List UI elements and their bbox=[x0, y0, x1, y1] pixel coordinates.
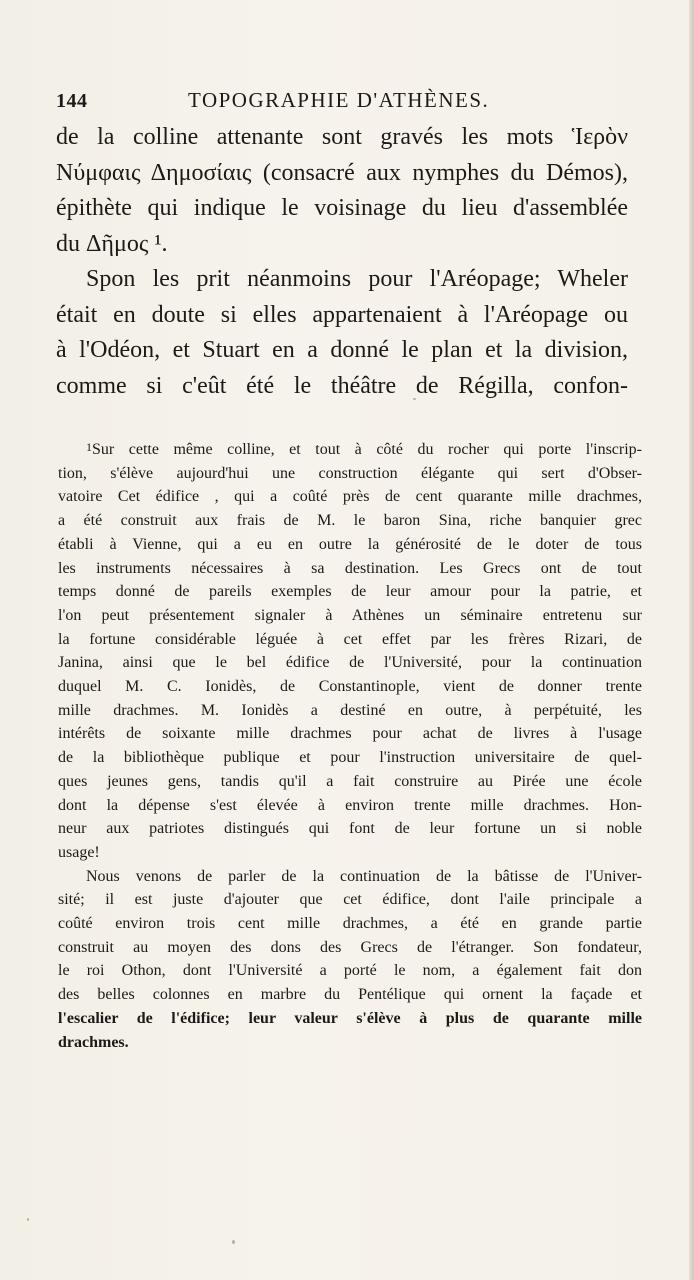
footnote-line: dont la dépense s'est élevée à environ trente mille drachmes. Hon- bbox=[58, 796, 642, 814]
footnote-line: neur aux patriotes distingués qui font de leur fortune un si noble bbox=[58, 820, 642, 838]
footnote-line: l'escalier de l'édifice; leur valeur s'élève à plus de quarante mille bbox=[58, 1009, 642, 1027]
paper-speck bbox=[232, 1240, 235, 1244]
footnote-line: intérêts de soixante mille drachmes pour achat de livres à l'usage bbox=[58, 725, 642, 743]
body-line: épithète qui indique le voisinage du lieu d'assemblée bbox=[56, 195, 628, 221]
body-line: Νύμφαις Δημοσίαις (consacré aux nymphes du Démos), bbox=[56, 159, 628, 186]
body-line: Spon les prit néanmoins pour l'Aréopage; Wheler bbox=[86, 266, 628, 292]
running-title: TOPOGRAPHIE D'ATHÈNES. bbox=[188, 88, 490, 112]
page-number: 144 bbox=[56, 90, 88, 112]
footnote-line: l'on peut présentement signaler à Athènes un séminaire entretenu sur bbox=[58, 606, 642, 624]
body-line: était en doute si elles appartenaient à l'Aréopage ou bbox=[56, 301, 628, 328]
footnote-line: Janina, ainsi que le bel édifice de l'Université, pour la continuation bbox=[58, 654, 642, 672]
footnote-line: vatoire Cet édifice , qui a coûté près de cent quarante mille drachmes, bbox=[58, 488, 642, 506]
footnote-first-line bbox=[58, 438, 642, 462]
footnote-line: temps donné de pareils exemples de leur amour pour la patrie, et bbox=[58, 583, 642, 601]
main-text bbox=[56, 120, 628, 404]
footnote-line: construit au moyen des dons des Grecs de l'étranger. Son fondateur, bbox=[58, 938, 642, 956]
footnote-line: ques jeunes gens, tandis qu'il a fait construire au Pirée une école bbox=[58, 772, 642, 790]
footnote-line: les instruments nécessaires à sa destination. Les Grecs ont de tout bbox=[58, 559, 642, 577]
footnote-line: de la bibliothèque publique et pour l'instruction universitaire de quel- bbox=[58, 749, 642, 767]
footnote-line: mille drachmes. M. Ionidès a destiné en outre, à perpétuité, les bbox=[58, 701, 642, 719]
footnote-line: des belles colonnes en marbre du Pentélique qui ornent la façade et bbox=[58, 986, 642, 1004]
footnote-line: a été construit aux frais de M. le baron Sina, riche banquier grec bbox=[58, 512, 642, 530]
paper-speck bbox=[27, 1218, 29, 1221]
body-line: à l'Odéon, et Stuart en a donné le plan et la division, bbox=[56, 337, 628, 363]
footnote-line: usage! bbox=[58, 843, 100, 861]
page-edge bbox=[689, 0, 694, 1280]
footnote-line: Nous venons de parler de la continuation de la bâtisse de l'Univer- bbox=[86, 867, 642, 885]
body-line: comme si c'eût été le théâtre de Régilla, confon- bbox=[56, 372, 628, 399]
footnote-line: coûté environ trois cent mille drachmes, a été en grande partie bbox=[58, 915, 642, 933]
page-header bbox=[56, 88, 646, 118]
footnote-line: Sur cette même colline, et tout à côté du rocher qui porte l'inscrip- bbox=[92, 441, 642, 458]
footnote-line: le roi Othon, dont l'Université a porté le nom, a également fait don bbox=[58, 962, 642, 980]
footnote-line: duquel M. C. Ionidès, de Constantinople, vient de donner trente bbox=[58, 678, 642, 696]
footnote-line: sité; il est juste d'ajouter que cet édifice, dont l'aile principale a bbox=[58, 891, 642, 909]
footnote-line: drachmes. bbox=[58, 1033, 129, 1051]
footnote-line: tion, s'élève aujourd'hui une construction élégante qui sert d'Obser- bbox=[58, 464, 642, 482]
footnote-line: établi à Vienne, qui a eu en outre la générosité de le doter de tous bbox=[58, 535, 642, 553]
footnote-block bbox=[58, 438, 642, 1054]
body-line: de la colline attenante sont gravés les mots Ἱερὸν bbox=[56, 124, 628, 150]
body-line: du Δῆμος ¹. bbox=[56, 230, 168, 257]
footnote-line: la fortune considérable léguée à cet effet par les frères Rizari, de bbox=[58, 630, 642, 648]
footnote-mark: 1 bbox=[86, 440, 92, 454]
paper-speck bbox=[413, 398, 416, 400]
